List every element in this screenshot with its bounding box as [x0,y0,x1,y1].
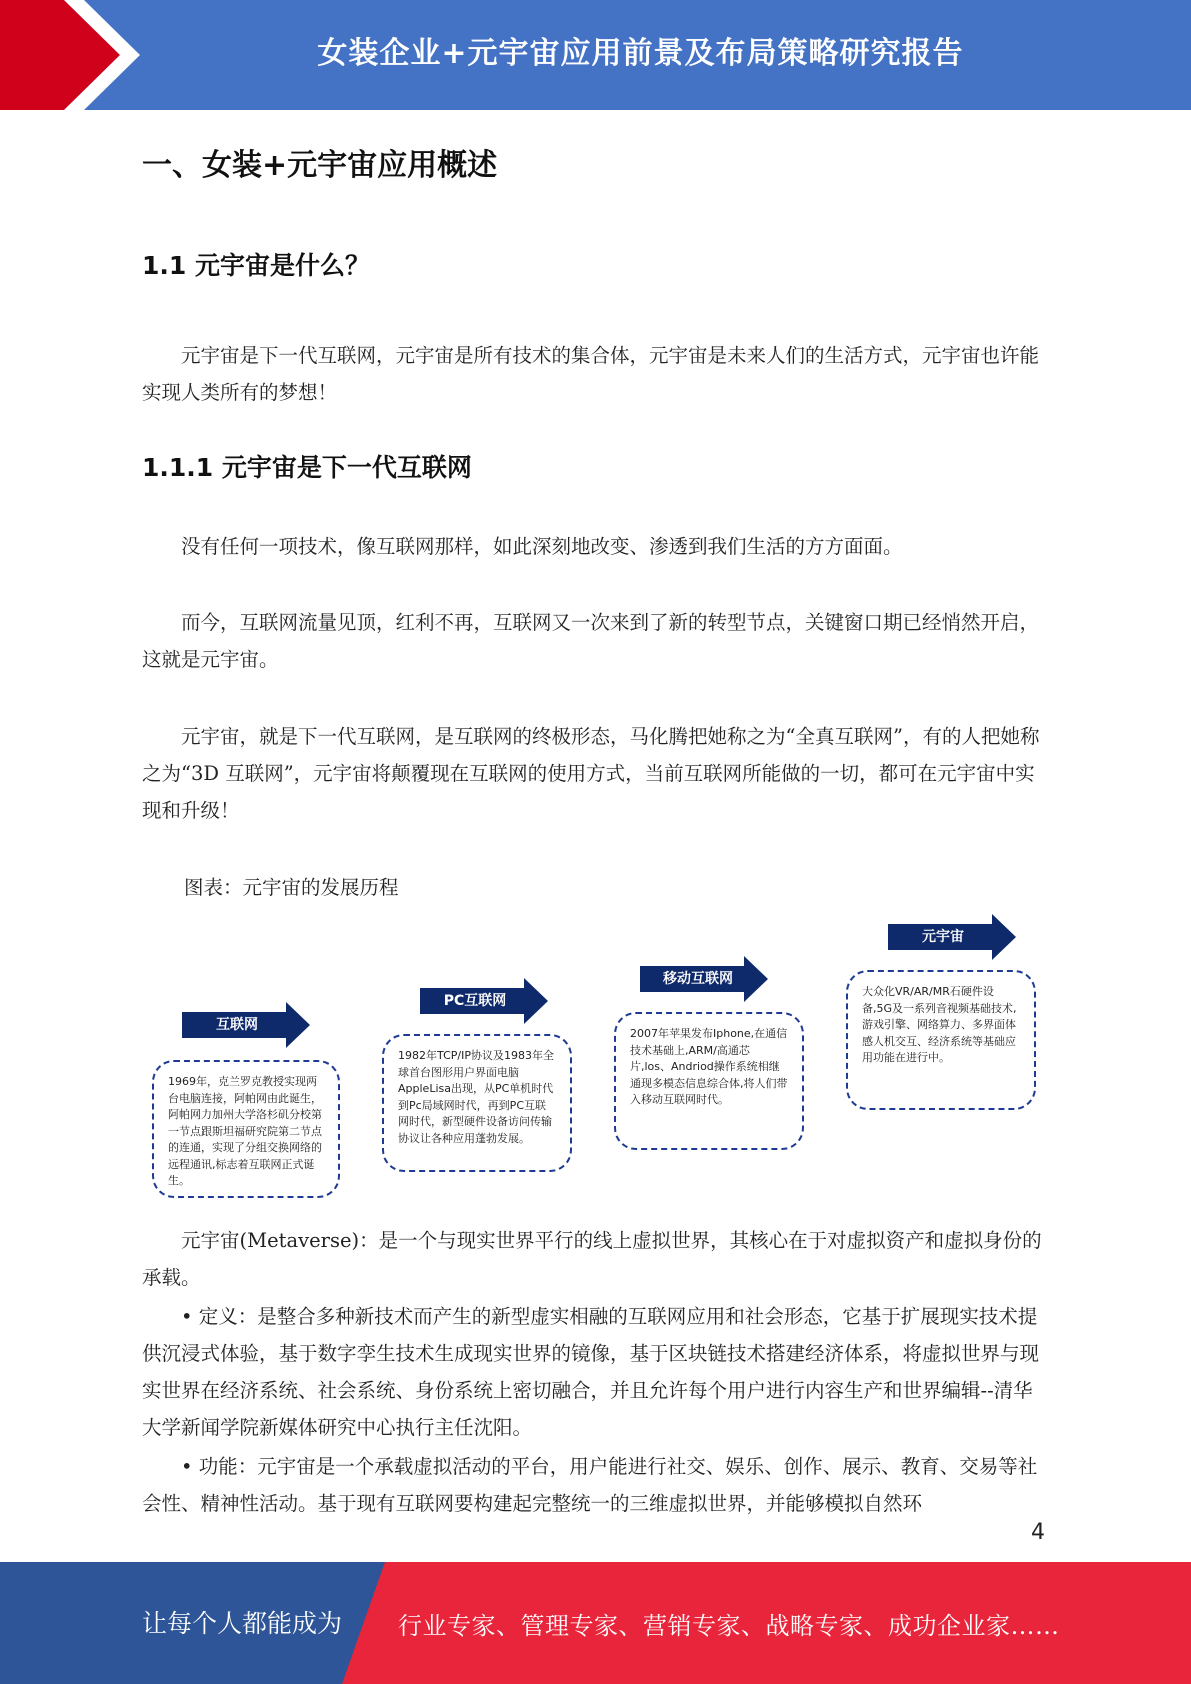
paragraph-5: 元宇宙(Metaverse)：是一个与现实世界平行的线上虚拟世界，其核心在于对虚拟资产和虚拟身份的承载。 [142,1229,1042,1289]
development-timeline [140,910,1040,1200]
paragraph-4: 元宇宙，就是下一代互联网，是互联网的终极形态，马化腾把她称之为“全真互联网”，有的人把她称之为“3D 互联网”，元宇宙将颠覆现在互联网的使用方式，当前互联网所能做的一切，都可在元宇宙中实现和升级！ [142,725,1040,822]
paragraph-3: 而今，互联网流量见顶，红利不再，互联网又一次来到了新的转型节点，关键窗口期已经悄然开启，这就是元宇宙。 [142,611,1040,671]
paragraph-2: 没有任何一项技术，像互联网那样，如此深刻地改变、渗透到我们生活的方方面面。 [181,535,903,558]
stage-label: 互联网 [216,1017,258,1033]
header-red-chevron [0,0,150,110]
paragraph-7: • 功能：元宇宙是一个承载虚拟活动的平台，用户能进行社交、娱乐、创作、展示、教育、交易等社会性、精神性活动。基于现有互联网要构建起完整统一的三维虚拟世界，并能够模拟自然环 [142,1455,1038,1515]
stage-arrow-pc-internet [420,978,548,1024]
figure-caption: 图表：元宇宙的发展历程 [184,876,399,899]
stage-label: 元宇宙 [922,929,964,945]
footer-slogan-right: 行业专家、管理专家、营销专家、战略专家、成功企业家…… [398,1612,1060,1640]
stage-label: 移动互联网 [663,971,733,987]
page-number: 4 [1031,1520,1045,1545]
stage-arrow-internet [182,1002,310,1048]
stage-box-internet: 1969年，克兰罗克教授实现两台电脑连接，阿帕网由此诞生，阿帕网力加州大学洛杉矶分校第一节点跟斯坦福研究院第二节点的连通，实现了分组交换网络的远程通讯,标志着互联网正式诞生。 [152,1060,340,1198]
stage-label: PC互联网 [443,993,507,1009]
report-title: 女装企业+元宇宙应用前景及布局策略研究报告 [317,36,964,71]
paragraph-6: • 定义：是整合多种新技术而产生的新型虚实相融的互联网应用和社会形态，它基于扩展现实技术提供沉浸式体验，基于数字孪生技术生成现实世界的镜像，基于区块链技术搭建经济体系，将虚拟世界与现实世界在经济系统、社会系统、身份系统上密切融合，并且允许每个用户进行内容生产和世界编辑--清华大学新闻学院新媒体研究中心执行主任沈阳。 [142,1305,1040,1439]
paragraph-1: 元宇宙是下一代互联网，元宇宙是所有技术的集合体，元宇宙是未来人们的生活方式，元宇宙也许能实现人类所有的梦想！ [142,344,1040,404]
stage-box-metaverse: 大众化VR/AR/MR石硬件设备,5G及一系列音视频基础技术,游戏引擎、网络算力、多界面体感人机交互、经济系统等基础应用功能在进行中。 [846,970,1036,1110]
stage-arrow-metaverse [888,914,1016,960]
stage-box-pc-internet: 1982年TCP/IP协议及1983年全球首台图形用户界面电脑AppleLisa出现，从PC单机时代到Pc局域网时代，再到PC互联网时代，新型硬件设备访问传输协议让各种应用蓬勃发展。 [382,1034,572,1172]
subsection-heading: 1.1 元宇宙是什么？ [142,251,370,280]
stage-box-mobile-internet: 2007年苹果发布Iphone,在通信技术基础上,ARM/高通芯片,los、Andriod操作系统相继通现多模态信息综合体,将人们带入移动互联网时代。 [614,1012,804,1150]
subsubsection-heading: 1.1.1 元宇宙是下一代互联网 [142,453,472,482]
stage-arrow-mobile-internet [640,956,768,1002]
section-heading: 一、女装+元宇宙应用概述 [142,148,498,183]
footer-slogan-left: 让每个人都能成为 [142,1609,343,1638]
